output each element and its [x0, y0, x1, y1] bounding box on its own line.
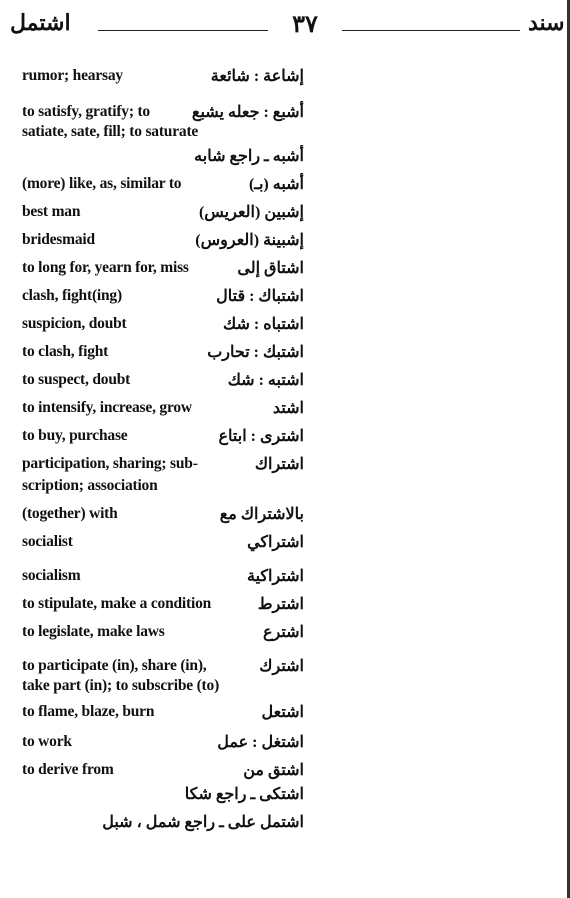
header-guide-word-right: سند [528, 10, 565, 35]
arabic-headword: اشتغل : عمل [217, 734, 304, 751]
english-definition: clash, fight(ing) [22, 287, 122, 304]
english-definition: socialism [22, 567, 81, 584]
english-definition: (more) like, as, similar to [22, 175, 182, 192]
english-definition: participation, sharing; sub- [22, 455, 198, 472]
arabic-headword: اشتاق إلى [237, 260, 304, 277]
english-definition: (together) with [22, 505, 118, 522]
page-number: ٣٧ [292, 12, 318, 38]
english-definition: to clash, fight [22, 343, 109, 360]
english-definition: to long for, yearn for, miss [22, 259, 189, 276]
arabic-headword: اشتق من [243, 762, 304, 779]
arabic-headword: إشبينة (العروس) [195, 232, 304, 249]
english-definition: suspicion, doubt [22, 315, 127, 332]
english-definition: to intensify, increase, grow [22, 399, 192, 416]
english-definition: to work [22, 733, 72, 750]
english-definition: to derive from [22, 761, 114, 778]
english-definition: socialist [22, 533, 73, 550]
arabic-headword: إشبين (العريس) [198, 204, 304, 221]
english-definition: scription; association [22, 477, 158, 494]
english-definition: to legislate, make laws [22, 623, 165, 640]
arabic-headword: اشتراك [254, 456, 304, 473]
header-guide-word-left: اشتمل [10, 10, 71, 35]
english-definition: rumor; hearsay [22, 67, 123, 84]
arabic-headword: اشترط [257, 596, 304, 613]
arabic-headword: اشتد [272, 400, 304, 417]
arabic-headword: اشتراكي [247, 534, 304, 551]
arabic-headword: أشبه ـ راجع شابه [194, 148, 304, 165]
english-definition: to buy, purchase [22, 427, 128, 444]
arabic-headword: اشترع [262, 624, 304, 641]
english-definition: best man [22, 203, 81, 220]
arabic-headword: اشتبه : شك [227, 372, 304, 389]
page-header [10, 10, 564, 44]
english-definition: to flame, blaze, burn [22, 703, 155, 720]
arabic-headword: بالاشتراك مع [219, 506, 304, 523]
header-rule-right [342, 30, 520, 31]
arabic-headword: أشبه (بـ) [248, 176, 304, 193]
arabic-headword: إشاعة : شائعة [210, 68, 304, 85]
english-definition: take part (in); to subscribe (to) [22, 677, 220, 694]
arabic-headword: اشتباك : قتال [216, 288, 304, 305]
english-definition: satiate, sate, fill; to saturate [22, 123, 199, 140]
arabic-headword: أشبع : جعله يشبع [191, 104, 304, 121]
arabic-headword: اشتمل على ـ راجع شمل ، شبل [102, 814, 304, 831]
arabic-headword: اشترى : ابتاع [218, 428, 304, 445]
arabic-headword: اشتراكية [247, 568, 304, 585]
arabic-headword: اشتبك : تحارب [207, 344, 304, 361]
english-definition: to participate (in), share (in), [22, 657, 207, 674]
english-definition: to satisfy, gratify; to [22, 103, 150, 120]
english-definition: bridesmaid [22, 231, 95, 248]
english-definition: to suspect, doubt [22, 371, 131, 388]
english-definition: to stipulate, make a condition [22, 595, 212, 612]
arabic-headword: اشتكى ـ راجع شكا [184, 786, 304, 803]
arabic-headword: اشتباه : شك [223, 316, 304, 333]
arabic-headword: اشترك [259, 658, 304, 675]
header-rule-left [98, 30, 268, 31]
arabic-headword: اشتعل [261, 704, 304, 721]
